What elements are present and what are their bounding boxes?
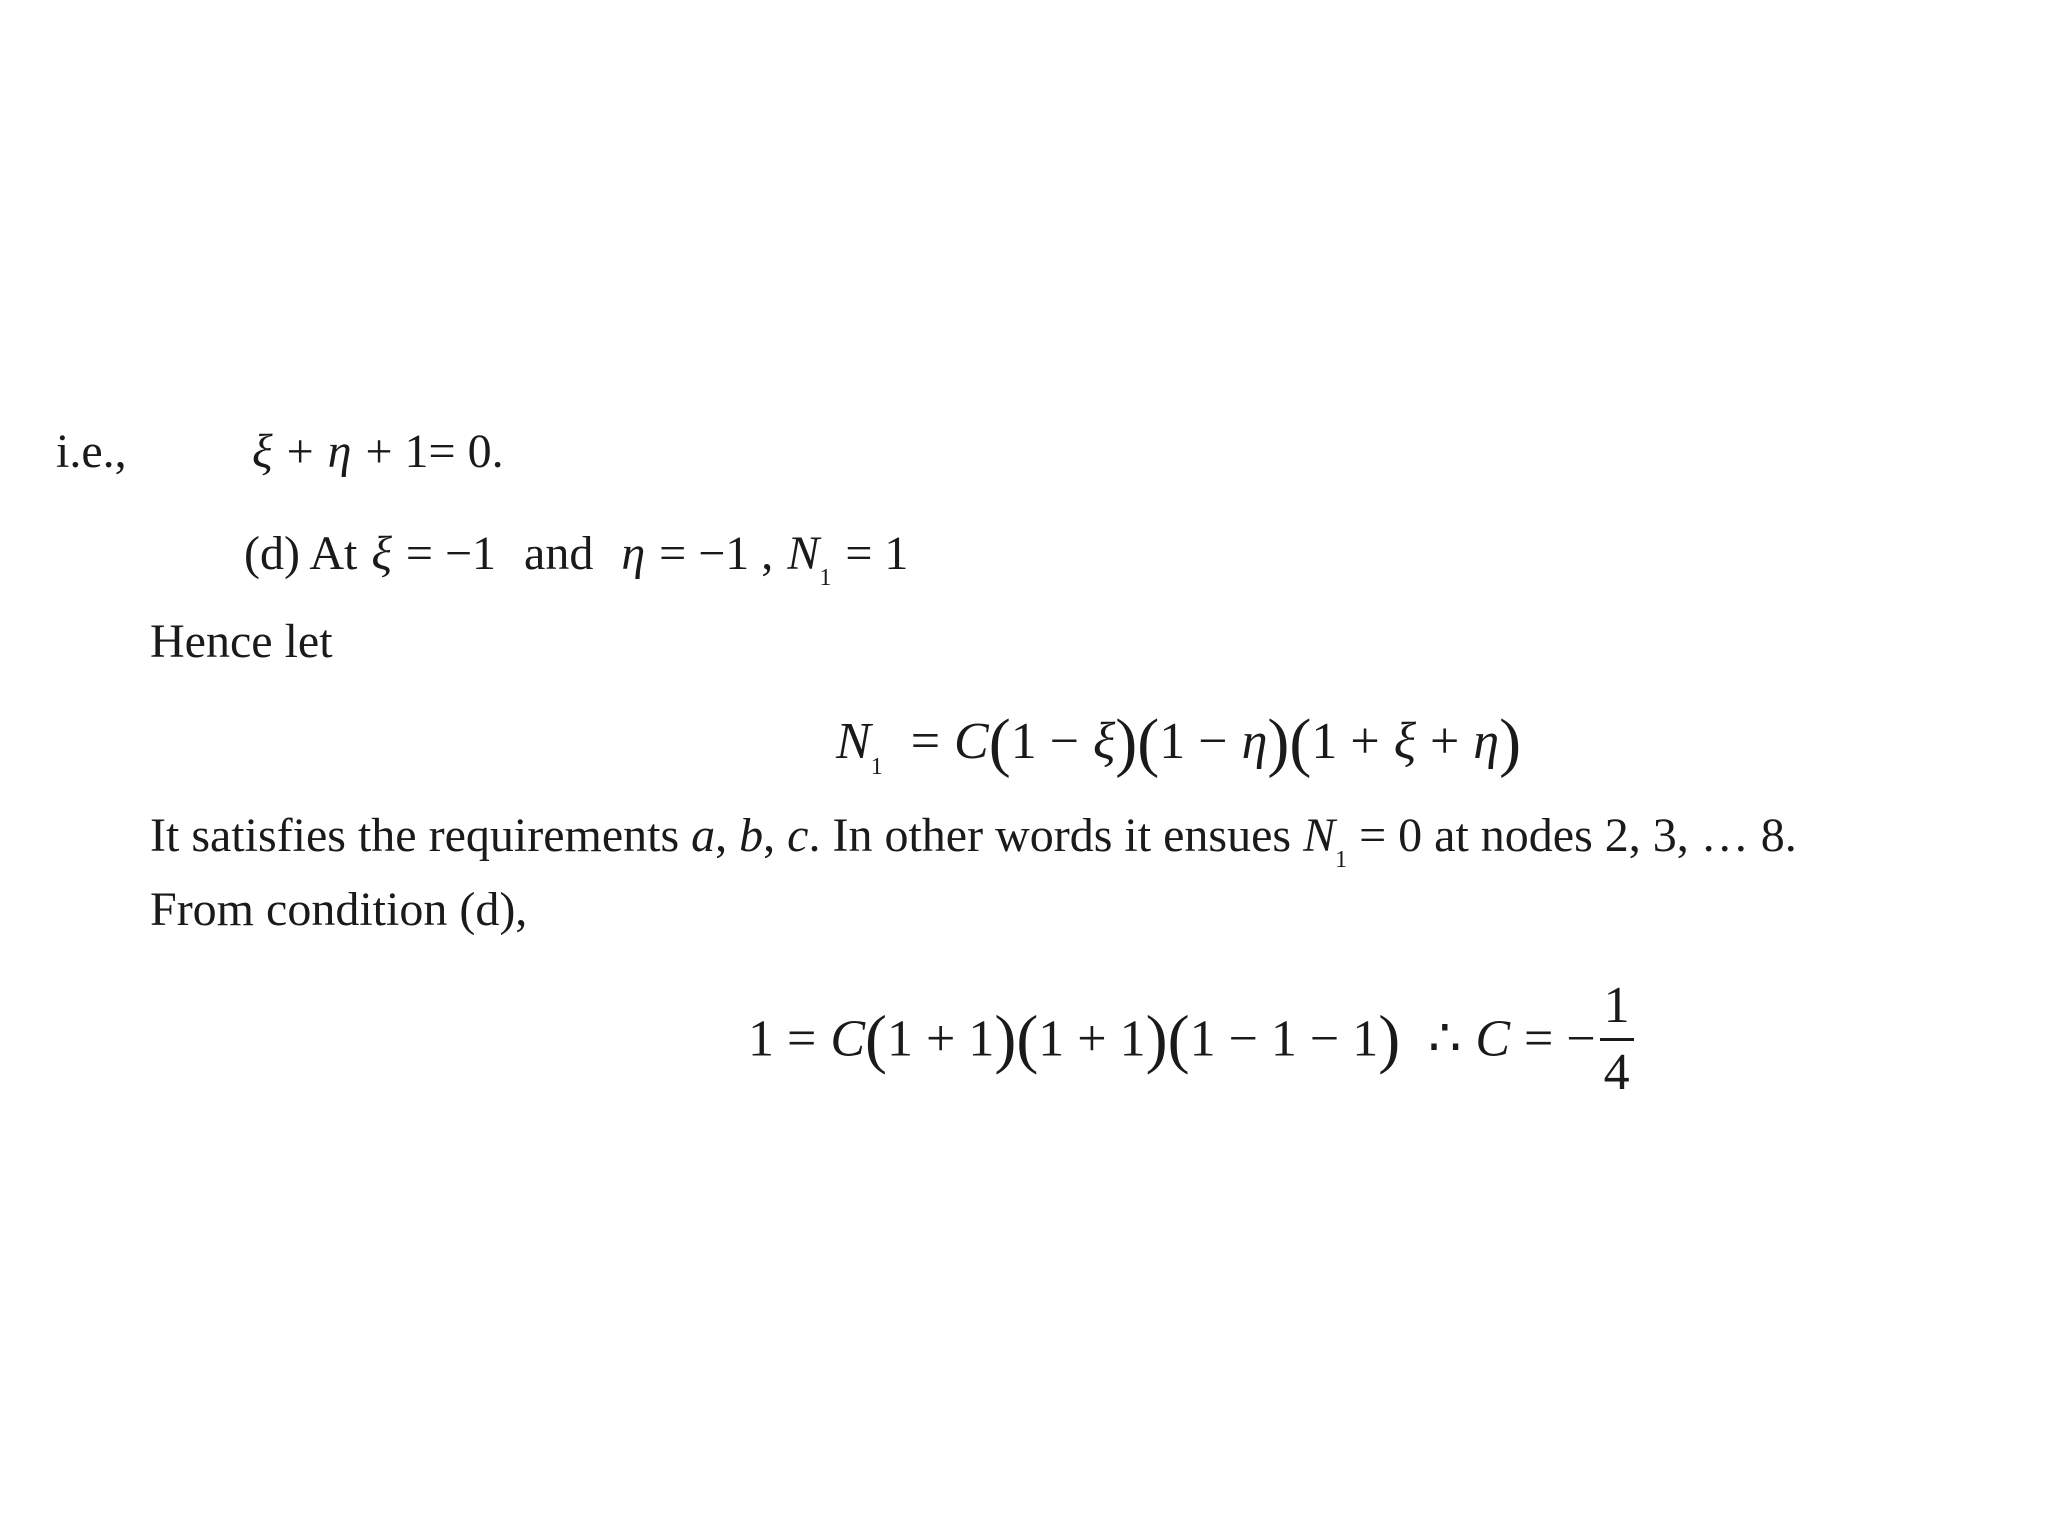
equals-minus: = − (1524, 1010, 1596, 1068)
paren-open-3: ( (1167, 1002, 1190, 1076)
plus-operator: + (1429, 713, 1460, 770)
n-subscript: 1 (870, 754, 883, 780)
n-symbol: N (1303, 809, 1336, 862)
paren-open-1: ( (988, 706, 1011, 779)
xi-value: = −1 (405, 527, 497, 580)
equals-operator: = (910, 713, 941, 770)
var-c: c (787, 809, 809, 862)
paren-close-1: ) (1115, 706, 1138, 779)
paren-open-2: ( (1016, 1002, 1039, 1076)
xi-symbol: ξ (1093, 713, 1116, 770)
term1: 1 + 1 (887, 1010, 995, 1068)
paren-open-1: ( (865, 1002, 887, 1076)
paren-close-1: ) (994, 1002, 1017, 1076)
equation-plane (252, 425, 504, 478)
plus-operator: + (286, 425, 314, 478)
term2: 1 − (1159, 713, 1228, 770)
hence-let-text: Hence let (150, 615, 333, 668)
paren-close-3: ) (1499, 706, 1522, 779)
from-condition (150, 883, 528, 936)
eta-symbol: η (621, 527, 646, 580)
n-subscript: 1 (819, 565, 832, 591)
condition-lead: (d) At (244, 527, 358, 580)
hence-let (150, 615, 333, 668)
ensues-text: . In other words it ensues (808, 809, 1292, 862)
therefore-symbol: ∴ (1428, 1010, 1462, 1068)
comma: , (715, 809, 728, 862)
n-symbol: N (836, 713, 871, 770)
c-constant: C (954, 713, 989, 770)
c-constant: C (1475, 1010, 1511, 1068)
c-constant: C (830, 1010, 866, 1068)
fraction-denominator: 4 (1603, 1044, 1630, 1101)
constant-equation (748, 977, 1634, 1101)
ie-prefix: i.e., (56, 425, 127, 478)
var-a: a (691, 809, 716, 862)
xi-symbol: ξ (371, 527, 392, 580)
condition-d (244, 527, 909, 591)
eta-symbol: η (1241, 713, 1268, 770)
term3: 1 − 1 − 1 (1189, 1010, 1379, 1068)
equation-rest: + 1= 0. (365, 425, 504, 478)
term1: 1 − (1010, 713, 1080, 770)
and-word: and (524, 527, 594, 580)
n-subscript: 1 (1335, 847, 1348, 873)
paren-open-2: ( (1137, 706, 1160, 779)
n-value: = 1 (845, 527, 909, 580)
term3: 1 + (1311, 713, 1380, 770)
line-ie (56, 425, 127, 478)
paren-close-2: ) (1145, 1002, 1168, 1076)
n-symbol: N (787, 527, 820, 580)
eta-symbol: η (1473, 713, 1500, 770)
requirements-sentence (150, 809, 1797, 873)
shape-function-equation (836, 706, 1522, 780)
nodes-text: = 0 at nodes 2, 3, … 8. (1359, 809, 1797, 862)
xi-symbol: ξ (1393, 713, 1416, 770)
eta-symbol: η (327, 425, 352, 478)
eta-value: = −1 , (659, 527, 774, 580)
paren-close-2: ) (1267, 706, 1290, 779)
comma: , (763, 809, 776, 862)
paren-open-3: ( (1289, 706, 1312, 779)
from-condition-text: From condition (d), (150, 883, 528, 936)
paren-close-3: ) (1378, 1002, 1401, 1076)
var-b: b (739, 809, 764, 862)
fraction-one-quarter (1600, 977, 1634, 1101)
fraction-numerator: 1 (1600, 980, 1634, 1041)
requirements-text: It satisfies the requirements (150, 809, 680, 862)
xi-symbol: ξ (252, 425, 273, 478)
lhs: 1 = (748, 1010, 817, 1068)
term2: 1 + 1 (1038, 1010, 1146, 1068)
